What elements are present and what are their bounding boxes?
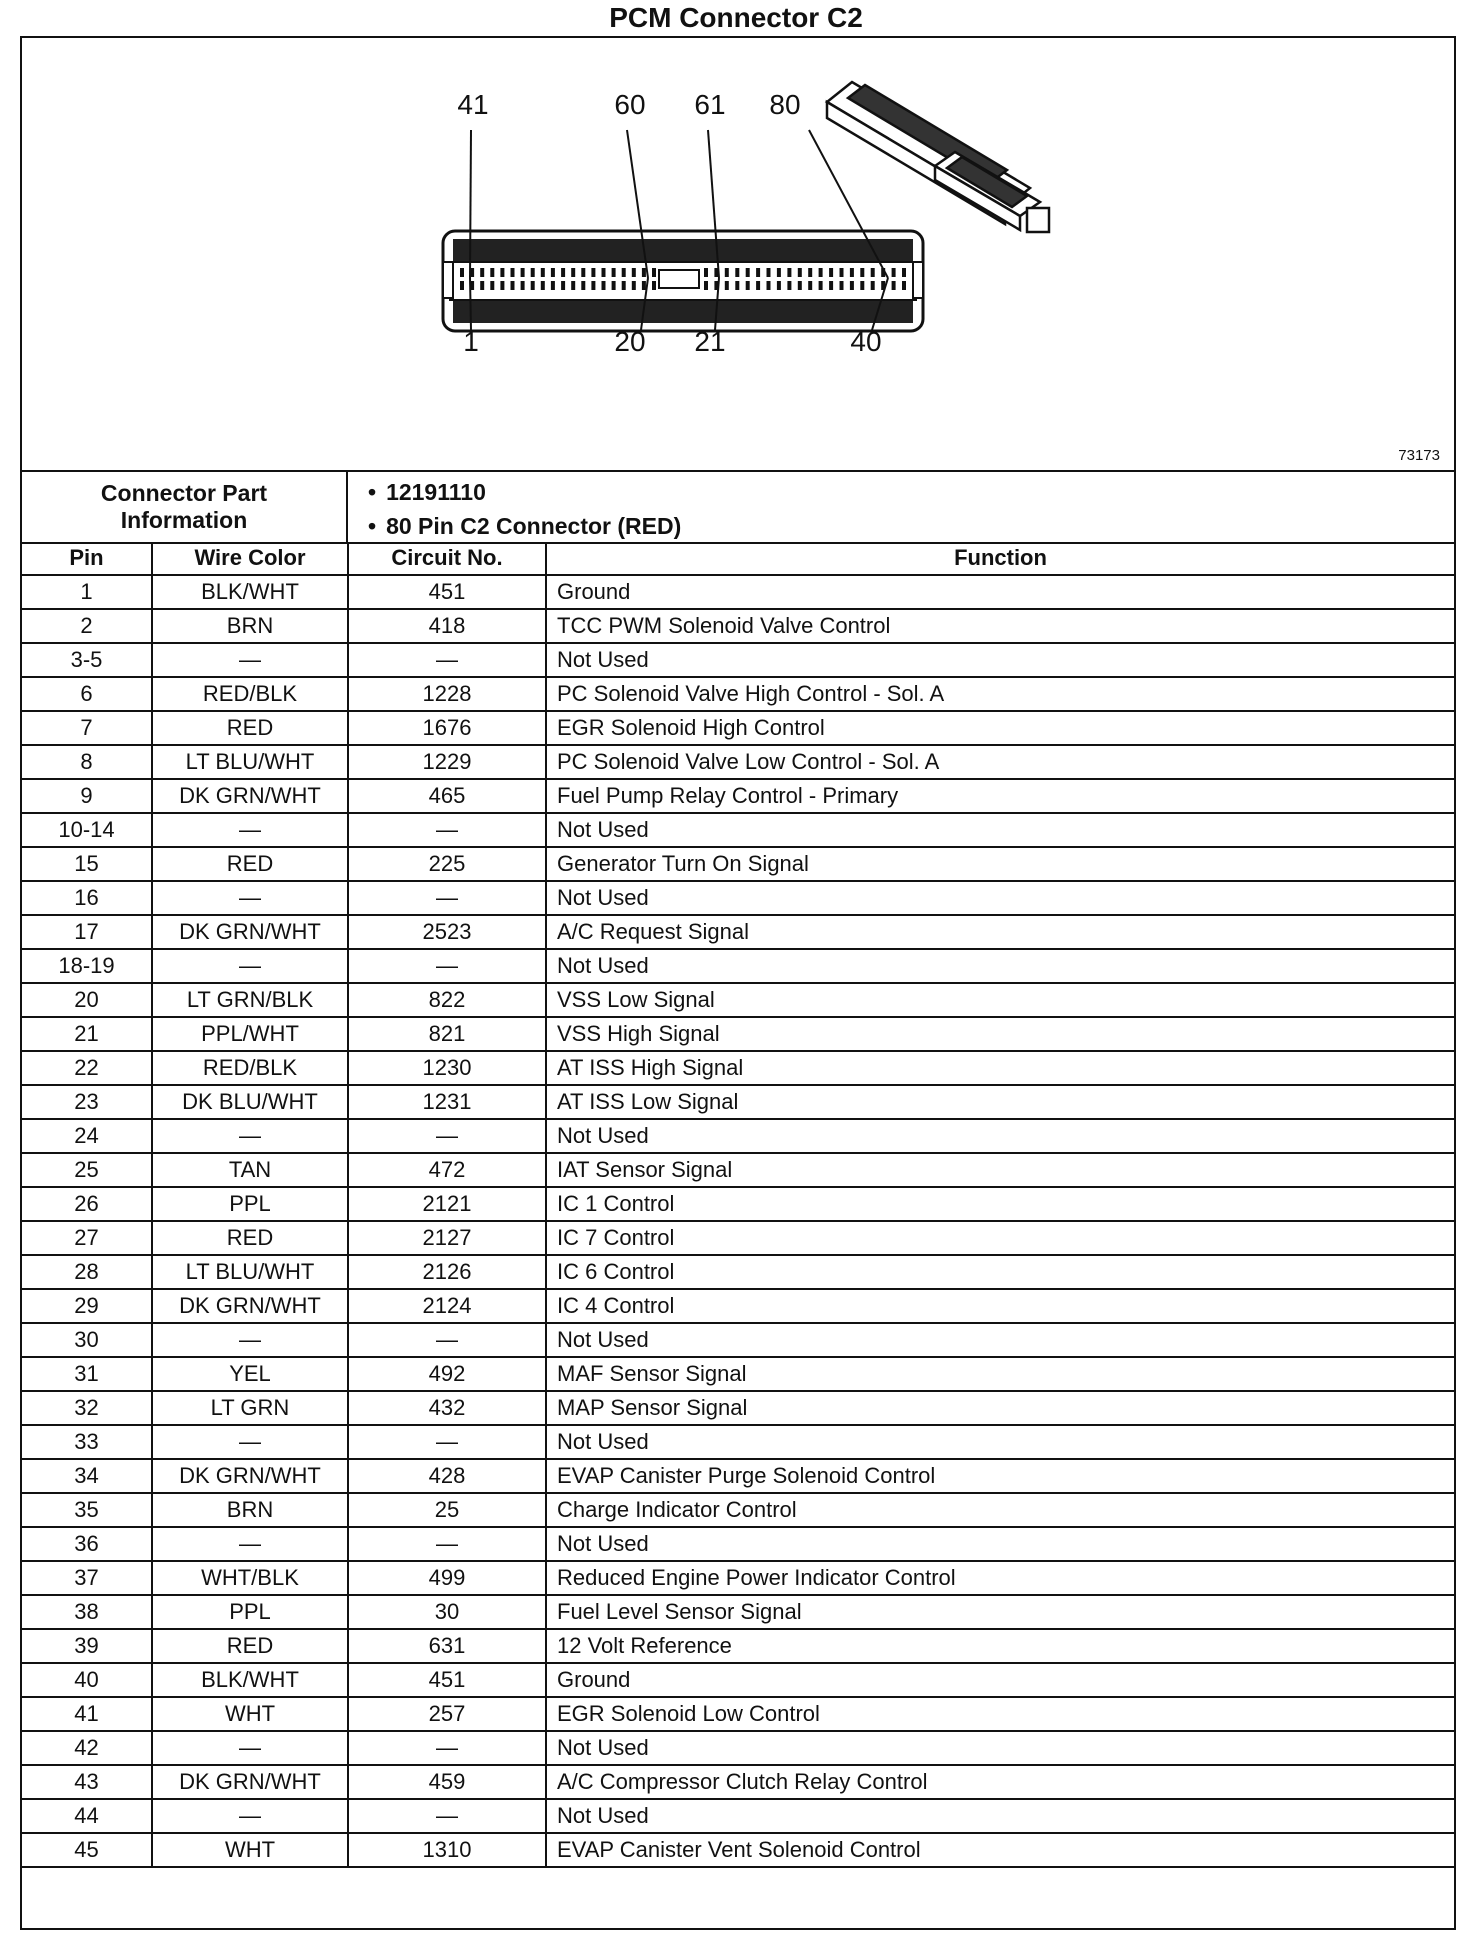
table-row: [22, 609, 1454, 643]
wire-color-cell: PPL/WHT: [152, 1017, 348, 1051]
pin-cell: 2: [22, 609, 152, 643]
connector-pin: [819, 281, 823, 290]
pin-label-21: 21: [694, 326, 726, 357]
pin-cell: 23: [22, 1085, 152, 1119]
connector-pin: [561, 281, 565, 290]
circuit-no-cell: 2124: [348, 1289, 546, 1323]
part-info-values: [368, 475, 681, 543]
pin-cell: 42: [22, 1731, 152, 1765]
table-row: [22, 1765, 1454, 1799]
function-cell: A/C Compressor Clutch Relay Control: [546, 1765, 1454, 1799]
function-cell: IC 7 Control: [546, 1221, 1454, 1255]
wire-color-cell: DK BLU/WHT: [152, 1085, 348, 1119]
circuit-no-cell: 2121: [348, 1187, 546, 1221]
connector-pin: [902, 268, 906, 277]
connector-pin: [591, 281, 595, 290]
pin-cell: 31: [22, 1357, 152, 1391]
function-cell: Fuel Pump Relay Control - Primary: [546, 779, 1454, 813]
connector-pin: [551, 281, 555, 290]
pin-cell: 20: [22, 983, 152, 1017]
circuit-no-cell: 1676: [348, 711, 546, 745]
wire-color-cell: BLK/WHT: [152, 575, 348, 609]
pin-cell: 28: [22, 1255, 152, 1289]
circuit-no-cell: 821: [348, 1017, 546, 1051]
pin-cell: 10-14: [22, 813, 152, 847]
connector-pin: [652, 281, 656, 290]
circuit-no-cell: 1230: [348, 1051, 546, 1085]
wire-color-cell: RED/BLK: [152, 1051, 348, 1085]
pin-label-1: 1: [463, 326, 479, 357]
function-cell: EGR Solenoid Low Control: [546, 1697, 1454, 1731]
function-cell: MAF Sensor Signal: [546, 1357, 1454, 1391]
function-cell: EGR Solenoid High Control: [546, 711, 1454, 745]
circuit-no-cell: 432: [348, 1391, 546, 1425]
circuit-no-cell: 225: [348, 847, 546, 881]
connector-pin: [511, 281, 515, 290]
connector-pin: [798, 281, 802, 290]
wire-color-cell: PPL: [152, 1187, 348, 1221]
function-cell: A/C Request Signal: [546, 915, 1454, 949]
header-circuit-no: Circuit No.: [348, 542, 546, 575]
table-row: [22, 949, 1454, 983]
wire-color-cell: LT BLU/WHT: [152, 1255, 348, 1289]
table-row: [22, 1731, 1454, 1765]
function-cell: EVAP Canister Vent Solenoid Control: [546, 1833, 1454, 1867]
pin-cell: 8: [22, 745, 152, 779]
table-row: [22, 1595, 1454, 1629]
table-row: [22, 1561, 1454, 1595]
connector-pin: [612, 281, 616, 290]
circuit-no-cell: 1229: [348, 745, 546, 779]
connector-pin: [819, 268, 823, 277]
connector-pin: [808, 281, 812, 290]
function-cell: IC 1 Control: [546, 1187, 1454, 1221]
wire-color-cell: —: [152, 1527, 348, 1561]
pin-cell: 1: [22, 575, 152, 609]
connector-description: • 80 Pin C2 Connector (RED): [368, 509, 681, 543]
circuit-no-cell: 492: [348, 1357, 546, 1391]
table-row: [22, 711, 1454, 745]
header-function: Function: [546, 542, 1454, 575]
function-cell: AT ISS Low Signal: [546, 1085, 1454, 1119]
connector-pin: [581, 281, 585, 290]
connector-pin: [460, 281, 464, 290]
wire-color-cell: DK GRN/WHT: [152, 915, 348, 949]
part-info-label: Connector Part Information: [22, 472, 348, 542]
circuit-no-cell: —: [348, 949, 546, 983]
table-row: [22, 847, 1454, 881]
table-row: [22, 643, 1454, 677]
connector-pin: [500, 268, 504, 277]
circuit-no-cell: 499: [348, 1561, 546, 1595]
connector-pin: [460, 268, 464, 277]
table-row: [22, 1255, 1454, 1289]
function-cell: IAT Sensor Signal: [546, 1153, 1454, 1187]
connector-pin: [480, 268, 484, 277]
circuit-no-cell: —: [348, 1799, 546, 1833]
table-row: [22, 1799, 1454, 1833]
table-row: [22, 1391, 1454, 1425]
connector-diagram: [22, 38, 1454, 472]
table-row: [22, 1187, 1454, 1221]
connector-pin: [840, 268, 844, 277]
wire-color-cell: LT GRN/BLK: [152, 983, 348, 1017]
circuit-no-cell: 257: [348, 1697, 546, 1731]
function-cell: VSS High Signal: [546, 1017, 1454, 1051]
table-row: [22, 779, 1454, 813]
table-row: [22, 1697, 1454, 1731]
connector-drawing: [22, 38, 1454, 470]
circuit-no-cell: 418: [348, 609, 546, 643]
connector-pin: [756, 268, 760, 277]
wire-color-cell: —: [152, 643, 348, 677]
circuit-no-cell: 465: [348, 779, 546, 813]
wire-color-cell: RED: [152, 711, 348, 745]
function-cell: MAP Sensor Signal: [546, 1391, 1454, 1425]
function-cell: Not Used: [546, 1425, 1454, 1459]
connector-pin: [704, 268, 708, 277]
connector-part-info: [22, 472, 1454, 544]
function-cell: IC 6 Control: [546, 1255, 1454, 1289]
connector-pin: [850, 268, 854, 277]
connector-pin: [521, 281, 525, 290]
wire-color-cell: —: [152, 1323, 348, 1357]
pin-cell: 32: [22, 1391, 152, 1425]
function-cell: AT ISS High Signal: [546, 1051, 1454, 1085]
wire-color-cell: WHT: [152, 1697, 348, 1731]
table-row: [22, 1017, 1454, 1051]
circuit-no-cell: 451: [348, 1663, 546, 1697]
connector-pin: [725, 268, 729, 277]
function-cell: PC Solenoid Valve Low Control - Sol. A: [546, 745, 1454, 779]
connector-pin: [521, 268, 525, 277]
table-row: [22, 1051, 1454, 1085]
connector-pin: [756, 281, 760, 290]
function-cell: Not Used: [546, 881, 1454, 915]
wire-color-cell: RED: [152, 847, 348, 881]
function-cell: Charge Indicator Control: [546, 1493, 1454, 1527]
header-wire-color: Wire Color: [152, 542, 348, 575]
table-row: [22, 1663, 1454, 1697]
pin-cell: 45: [22, 1833, 152, 1867]
circuit-no-cell: —: [348, 643, 546, 677]
connector-pin: [798, 268, 802, 277]
wire-color-cell: BRN: [152, 609, 348, 643]
circuit-no-cell: 459: [348, 1765, 546, 1799]
circuit-no-cell: —: [348, 881, 546, 915]
wire-color-cell: PPL: [152, 1595, 348, 1629]
wire-color-cell: WHT: [152, 1833, 348, 1867]
connector-left-latch: [443, 262, 453, 298]
connector-pin: [860, 268, 864, 277]
circuit-no-cell: 30: [348, 1595, 546, 1629]
wire-color-cell: —: [152, 881, 348, 915]
circuit-no-cell: —: [348, 1323, 546, 1357]
table-row: [22, 1323, 1454, 1357]
wire-color-cell: BRN: [152, 1493, 348, 1527]
connector-pin: [787, 281, 791, 290]
function-cell: IC 4 Control: [546, 1289, 1454, 1323]
pin-label-41: 41: [457, 89, 489, 120]
function-cell: TCC PWM Solenoid Valve Control: [546, 609, 1454, 643]
pin-cell: 34: [22, 1459, 152, 1493]
circuit-no-cell: 25: [348, 1493, 546, 1527]
connector-pin: [500, 281, 504, 290]
wire-color-cell: —: [152, 949, 348, 983]
connector-pin: [871, 281, 875, 290]
connector-pin: [632, 268, 636, 277]
table-row: [22, 1833, 1454, 1867]
circuit-no-cell: —: [348, 1527, 546, 1561]
pin-label-20: 20: [614, 326, 646, 357]
connector-pin: [541, 268, 545, 277]
connector-pin: [642, 268, 646, 277]
circuit-no-cell: 631: [348, 1629, 546, 1663]
function-cell: Not Used: [546, 1119, 1454, 1153]
connector-right-latch: [913, 262, 923, 298]
circuit-no-cell: 1231: [348, 1085, 546, 1119]
function-cell: PC Solenoid Valve High Control - Sol. A: [546, 677, 1454, 711]
connector-pin: [622, 281, 626, 290]
connector-pin: [511, 268, 515, 277]
wire-color-cell: —: [152, 813, 348, 847]
function-cell: Not Used: [546, 643, 1454, 677]
table-row: [22, 1493, 1454, 1527]
connector-isometric-view: [827, 82, 1049, 232]
pin-cell: 33: [22, 1425, 152, 1459]
connector-pin: [551, 268, 555, 277]
pin-cell: 30: [22, 1323, 152, 1357]
connector-pin: [777, 268, 781, 277]
table-row: [22, 1425, 1454, 1459]
pin-cell: 43: [22, 1765, 152, 1799]
function-cell: Not Used: [546, 1799, 1454, 1833]
circuit-no-cell: —: [348, 813, 546, 847]
connector-pin: [850, 281, 854, 290]
pin-label-80: 80: [769, 89, 801, 120]
pin-cell: 35: [22, 1493, 152, 1527]
pin-cell: 44: [22, 1799, 152, 1833]
function-cell: VSS Low Signal: [546, 983, 1454, 1017]
pin-cell: 37: [22, 1561, 152, 1595]
connector-pin: [602, 281, 606, 290]
connector-pin: [652, 268, 656, 277]
table-row: [22, 881, 1454, 915]
connector-pin: [902, 281, 906, 290]
wire-color-cell: DK GRN/WHT: [152, 1459, 348, 1493]
page-title: PCM Connector C2: [609, 2, 863, 33]
wire-color-cell: RED/BLK: [152, 677, 348, 711]
pin-label-40: 40: [850, 326, 882, 357]
connector-pin: [840, 281, 844, 290]
connector-pin: [632, 281, 636, 290]
table-row: [22, 1357, 1454, 1391]
connector-pin: [860, 281, 864, 290]
circuit-no-cell: 2126: [348, 1255, 546, 1289]
function-cell: EVAP Canister Purge Solenoid Control: [546, 1459, 1454, 1493]
wire-color-cell: RED: [152, 1221, 348, 1255]
circuit-no-cell: 472: [348, 1153, 546, 1187]
wire-color-cell: —: [152, 1425, 348, 1459]
connector-pin: [490, 268, 494, 277]
header-pin: Pin: [22, 542, 152, 575]
connector-sheet: [20, 36, 1456, 1930]
function-cell: Not Used: [546, 949, 1454, 983]
wire-color-cell: —: [152, 1799, 348, 1833]
table-row: [22, 1085, 1454, 1119]
connector-pin: [571, 268, 575, 277]
pin-cell: 24: [22, 1119, 152, 1153]
connector-pin: [531, 281, 535, 290]
pin-cell: 22: [22, 1051, 152, 1085]
connector-pin: [767, 281, 771, 290]
connector-pin: [735, 268, 739, 277]
table-row: [22, 677, 1454, 711]
table-row: [22, 915, 1454, 949]
table-row: [22, 1527, 1454, 1561]
pin-cell: 41: [22, 1697, 152, 1731]
wire-color-cell: LT BLU/WHT: [152, 745, 348, 779]
table-row: [22, 1629, 1454, 1663]
connector-pin: [490, 281, 494, 290]
pin-cell: 6: [22, 677, 152, 711]
wire-color-cell: BLK/WHT: [152, 1663, 348, 1697]
circuit-no-cell: 822: [348, 983, 546, 1017]
figure-id: 73173: [1398, 447, 1440, 464]
pin-cell: 15: [22, 847, 152, 881]
connector-pin: [829, 281, 833, 290]
connector-pin: [746, 281, 750, 290]
table-row: [22, 575, 1454, 609]
function-cell: 12 Volt Reference: [546, 1629, 1454, 1663]
connector-pin: [808, 268, 812, 277]
connector-pin: [725, 281, 729, 290]
function-cell: Ground: [546, 575, 1454, 609]
pin-cell: 21: [22, 1017, 152, 1051]
connector-pin: [871, 268, 875, 277]
connector-pin: [767, 268, 771, 277]
function-cell: Not Used: [546, 1731, 1454, 1765]
function-cell: Fuel Level Sensor Signal: [546, 1595, 1454, 1629]
connector-pin: [642, 281, 646, 290]
wire-color-cell: WHT/BLK: [152, 1561, 348, 1595]
pin-cell: 36: [22, 1527, 152, 1561]
wire-color-cell: LT GRN: [152, 1391, 348, 1425]
circuit-no-cell: 2127: [348, 1221, 546, 1255]
table-row: [22, 1289, 1454, 1323]
connector-pin: [777, 281, 781, 290]
connector-pin: [892, 268, 896, 277]
function-cell: Generator Turn On Signal: [546, 847, 1454, 881]
part-number: • 12191110: [368, 475, 681, 509]
circuit-no-cell: 1228: [348, 677, 546, 711]
pin-cell: 39: [22, 1629, 152, 1663]
connector-pin: [541, 281, 545, 290]
connector-pin: [602, 268, 606, 277]
function-cell: Not Used: [546, 1323, 1454, 1357]
function-cell: Ground: [546, 1663, 1454, 1697]
circuit-no-cell: 2523: [348, 915, 546, 949]
table-row: [22, 1221, 1454, 1255]
function-cell: Reduced Engine Power Indicator Control: [546, 1561, 1454, 1595]
wire-color-cell: DK GRN/WHT: [152, 1765, 348, 1799]
table-row: [22, 983, 1454, 1017]
circuit-no-cell: —: [348, 1425, 546, 1459]
pin-cell: 16: [22, 881, 152, 915]
wire-color-cell: DK GRN/WHT: [152, 1289, 348, 1323]
pin-cell: 9: [22, 779, 152, 813]
circuit-no-cell: 451: [348, 575, 546, 609]
pin-cell: 18-19: [22, 949, 152, 983]
table-row: [22, 813, 1454, 847]
connector-pin: [704, 281, 708, 290]
function-cell: Not Used: [546, 1527, 1454, 1561]
connector-pin: [581, 268, 585, 277]
wire-color-cell: TAN: [152, 1153, 348, 1187]
table-row: [22, 1459, 1454, 1493]
circuit-no-cell: —: [348, 1119, 546, 1153]
connector-pin: [892, 281, 896, 290]
pin-label-61: 61: [694, 89, 726, 120]
connector-pin: [622, 268, 626, 277]
wire-color-cell: YEL: [152, 1357, 348, 1391]
connector-pin: [735, 281, 739, 290]
pin-cell: 7: [22, 711, 152, 745]
table-row: [22, 1153, 1454, 1187]
pin-label-60: 60: [614, 89, 646, 120]
pin-cell: 3-5: [22, 643, 152, 677]
wire-color-cell: RED: [152, 1629, 348, 1663]
pin-cell: 38: [22, 1595, 152, 1629]
connector-pin: [612, 268, 616, 277]
pin-cell: 25: [22, 1153, 152, 1187]
connector-pin: [561, 268, 565, 277]
connector-key-slot: [659, 270, 699, 288]
wire-color-cell: —: [152, 1119, 348, 1153]
wire-color-cell: —: [152, 1731, 348, 1765]
table-row: [22, 1119, 1454, 1153]
circuit-no-cell: 428: [348, 1459, 546, 1493]
pinout-table: [22, 542, 1454, 1868]
connector-pin: [531, 268, 535, 277]
connector-pin: [480, 281, 484, 290]
connector-pin: [591, 268, 595, 277]
table-header-row: [22, 542, 1454, 575]
pin-cell: 26: [22, 1187, 152, 1221]
connector-pin: [571, 281, 575, 290]
connector-pin: [746, 268, 750, 277]
pin-cell: 29: [22, 1289, 152, 1323]
pinout-table-body: [22, 575, 1454, 1867]
wire-color-cell: DK GRN/WHT: [152, 779, 348, 813]
pin-cell: 27: [22, 1221, 152, 1255]
circuit-no-cell: —: [348, 1731, 546, 1765]
pin-cell: 17: [22, 915, 152, 949]
function-cell: Not Used: [546, 813, 1454, 847]
circuit-no-cell: 1310: [348, 1833, 546, 1867]
connector-pin: [787, 268, 791, 277]
table-row: [22, 745, 1454, 779]
pin-cell: 40: [22, 1663, 152, 1697]
connector-pin: [829, 268, 833, 277]
